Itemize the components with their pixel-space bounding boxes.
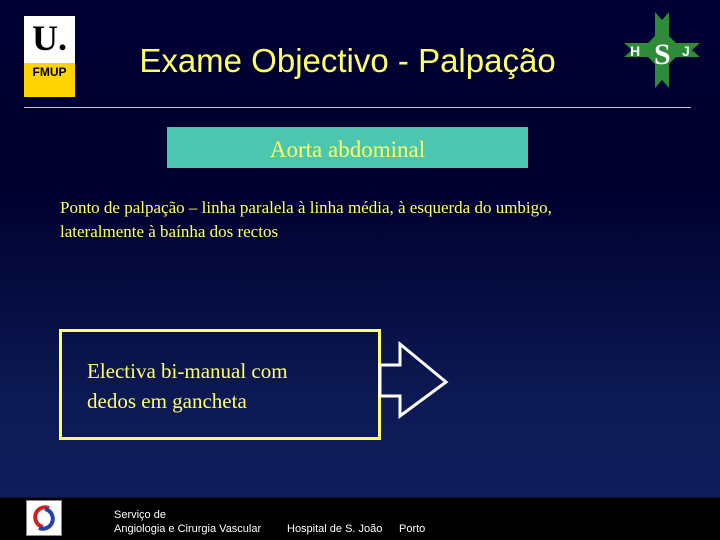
fmup-logo — [24, 16, 75, 97]
fmup-logo-text: FMUP — [32, 65, 67, 79]
arrow-right-icon — [378, 340, 450, 420]
hsj-letter-h: H — [630, 43, 641, 59]
callout-box — [59, 329, 381, 440]
callout-text: Electiva bi-manual com dedos em gancheta — [87, 359, 288, 413]
header-divider — [24, 107, 691, 108]
hsj-letter-j: J — [682, 43, 690, 59]
footer-service-line2: Angiologia e Cirurgia Vascular — [114, 523, 262, 535]
footer-city: Porto — [399, 523, 426, 535]
footer-hospital: Hospital de S. João — [287, 523, 383, 535]
hsj-letter-s: S — [654, 38, 671, 71]
body-text: – linha paralela à linha média, à esquerda do umbigo, lateralmente à baínha dos rectos — [60, 198, 552, 241]
service-logo-icon — [27, 501, 61, 535]
body-paragraph — [60, 196, 620, 244]
footer-service-line1: Serviço de — [114, 509, 166, 521]
fmup-logo-letter: U. — [32, 18, 67, 58]
page-title: Exame Objectivo - Palpação — [139, 42, 556, 79]
body-label: Ponto de palpação — [60, 198, 185, 217]
section-heading: Aorta abdominal — [269, 137, 426, 162]
service-logo — [26, 500, 62, 536]
section-heading-box — [167, 127, 528, 168]
hsj-logo — [620, 8, 704, 92]
